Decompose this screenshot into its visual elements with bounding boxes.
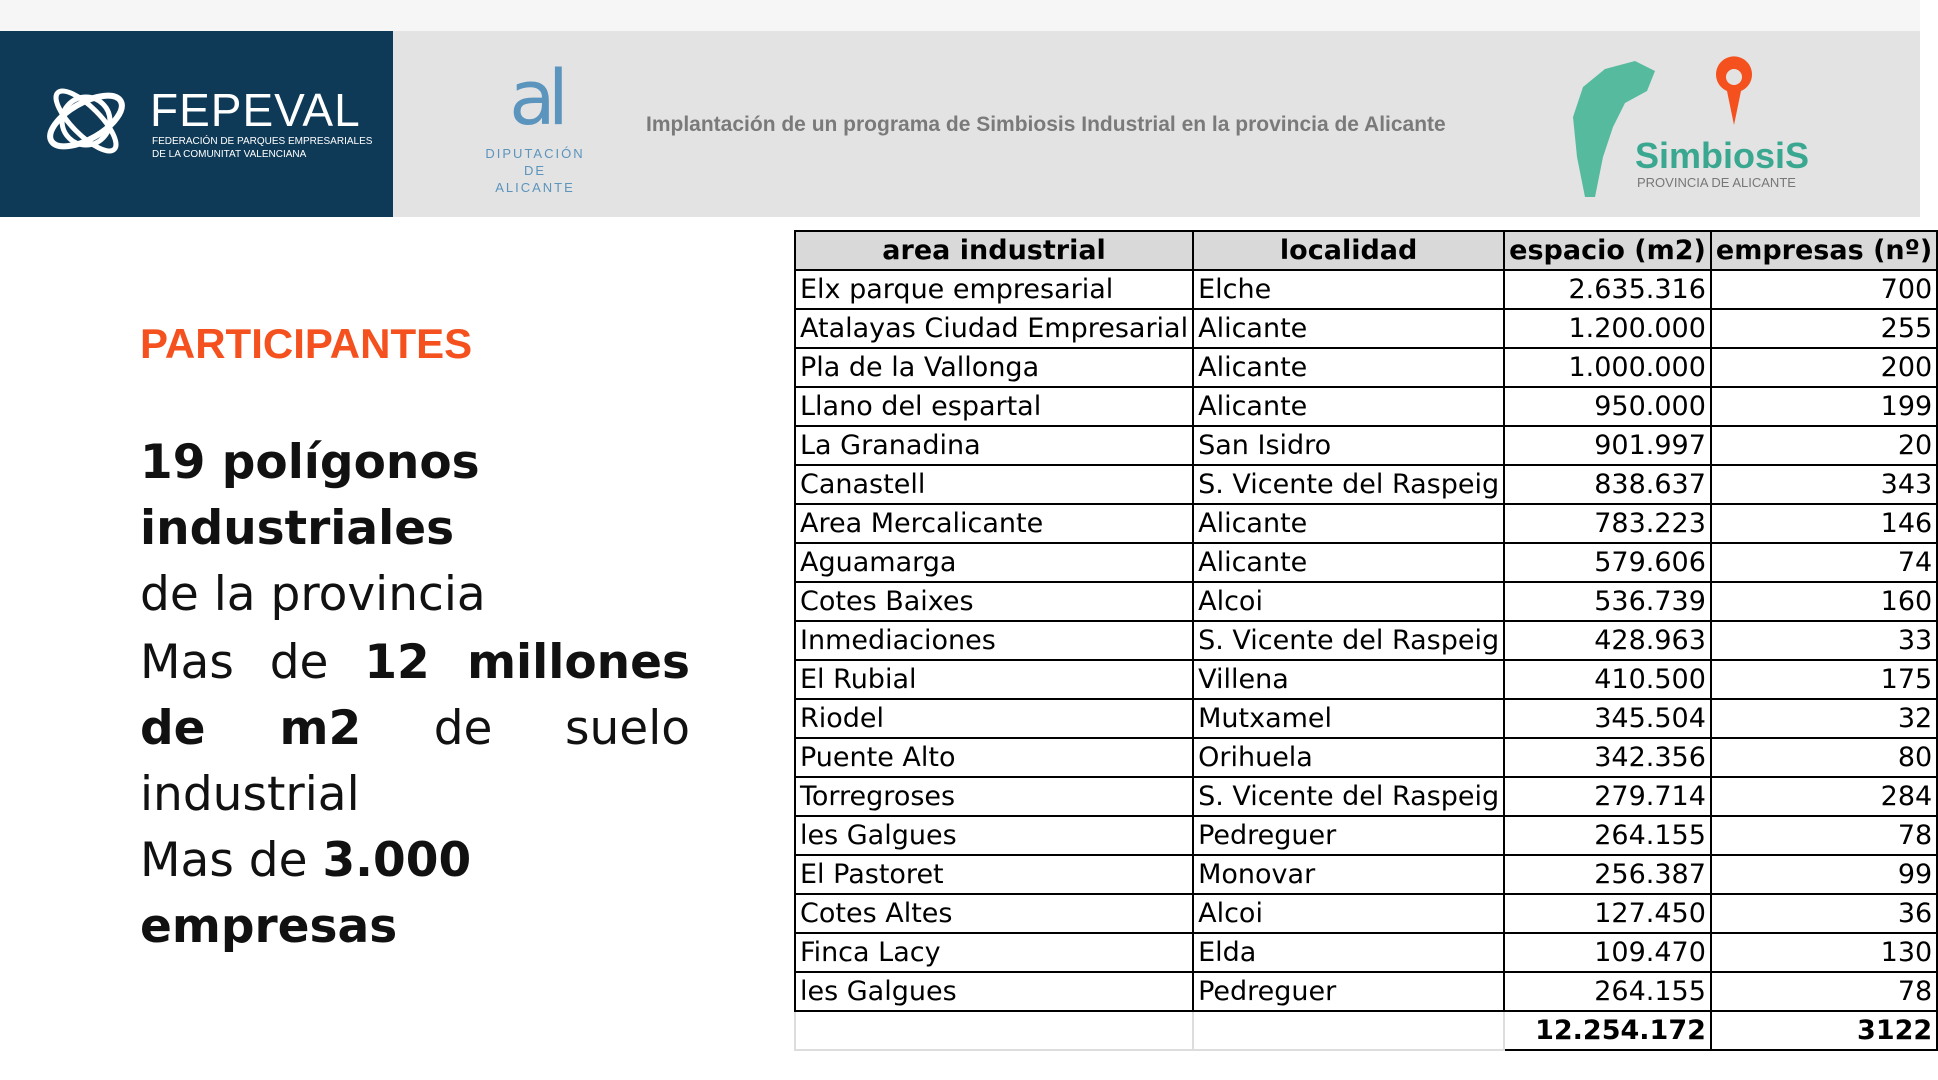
table-row xyxy=(795,387,1937,426)
cell-espacio: 901.997 xyxy=(1504,426,1711,465)
cell-espacio: 109.470 xyxy=(1504,933,1711,972)
cell-espacio: 1.000.000 xyxy=(1504,348,1711,387)
cell-area: Puente Alto xyxy=(795,738,1193,777)
cell-empresas: 284 xyxy=(1711,777,1937,816)
cell-empty xyxy=(1193,1011,1504,1050)
col-area: area industrial xyxy=(795,231,1193,270)
diputacion-logo xyxy=(485,53,585,196)
fepeval-subtitle-line: FEDERACIÓN DE PARQUES EMPRESARIALES xyxy=(152,136,373,147)
table-row xyxy=(795,582,1937,621)
diputacion-line: DE ALICANTE xyxy=(495,163,575,195)
table-row xyxy=(795,348,1937,387)
cell-espacio: 783.223 xyxy=(1504,504,1711,543)
cell-empresas: 36 xyxy=(1711,894,1937,933)
table-row xyxy=(795,504,1937,543)
participantes-heading: PARTICIPANTES xyxy=(140,320,473,367)
cell-espacio: 279.714 xyxy=(1504,777,1711,816)
cell-localidad: Elche xyxy=(1193,270,1504,309)
diputacion-mark: al xyxy=(509,53,561,142)
cell-area: les Galgues xyxy=(795,816,1193,855)
stat-empresas xyxy=(140,828,690,960)
total-row xyxy=(795,1011,1937,1050)
cell-area: Pla de la Vallonga xyxy=(795,348,1193,387)
cell-localidad: S. Vicente del Raspeig xyxy=(1193,621,1504,660)
fepeval-logo xyxy=(0,31,393,217)
table-row xyxy=(795,855,1937,894)
cell-area: les Galgues xyxy=(795,972,1193,1011)
banner-title: Implantación de un programa de Simbiosis Industrial en la provincia de Alicante xyxy=(646,113,1446,136)
cell-espacio: 950.000 xyxy=(1504,387,1711,426)
table-row xyxy=(795,777,1937,816)
table-row xyxy=(795,621,1937,660)
table-row xyxy=(795,699,1937,738)
table-row xyxy=(795,816,1937,855)
fepeval-subtitle-line: DE LA COMUNITAT VALENCIANA xyxy=(152,149,307,160)
cell-localidad: Pedreguer xyxy=(1193,972,1504,1011)
cell-empresas: 200 xyxy=(1711,348,1937,387)
cell-area: Area Mercalicante xyxy=(795,504,1193,543)
cell-area: Inmediaciones xyxy=(795,621,1193,660)
cell-empresas: 33 xyxy=(1711,621,1937,660)
cell-localidad: Alicante xyxy=(1193,543,1504,582)
cell-localidad: Alicante xyxy=(1193,387,1504,426)
cell-empresas: 80 xyxy=(1711,738,1937,777)
cell-espacio: 536.739 xyxy=(1504,582,1711,621)
cell-empresas: 32 xyxy=(1711,699,1937,738)
table-row xyxy=(795,933,1937,972)
cell-espacio: 428.963 xyxy=(1504,621,1711,660)
table-row xyxy=(795,660,1937,699)
stat-bold: 12 millones de m2 xyxy=(140,635,690,756)
table-row xyxy=(795,894,1937,933)
cell-localidad: Alicante xyxy=(1193,309,1504,348)
cell-localidad: Orihuela xyxy=(1193,738,1504,777)
cell-empresas: 78 xyxy=(1711,972,1937,1011)
cell-empresas: 175 xyxy=(1711,660,1937,699)
cell-espacio: 127.450 xyxy=(1504,894,1711,933)
table-row xyxy=(795,426,1937,465)
cell-area: Torregroses xyxy=(795,777,1193,816)
fepeval-name: FEPEVAL xyxy=(150,84,361,136)
cell-empresas: 255 xyxy=(1711,309,1937,348)
simbiosis-subtitle: PROVINCIA DE ALICANTE xyxy=(1637,175,1796,190)
industrial-areas-table xyxy=(794,230,1938,1051)
fepeval-subtitle xyxy=(152,135,382,161)
cell-area: Cotes Baixes xyxy=(795,582,1193,621)
stat-text: Mas de xyxy=(140,833,323,888)
cell-localidad: Alicante xyxy=(1193,348,1504,387)
cell-area: El Rubial xyxy=(795,660,1193,699)
cell-espacio: 2.635.316 xyxy=(1504,270,1711,309)
cell-empresas: 700 xyxy=(1711,270,1937,309)
cell-empresas: 99 xyxy=(1711,855,1937,894)
col-localidad: localidad xyxy=(1193,231,1504,270)
stat-text: de suelo industrial xyxy=(140,701,691,822)
table-row xyxy=(795,543,1937,582)
stat-text: Mas de xyxy=(140,635,365,690)
cell-localidad: Pedreguer xyxy=(1193,816,1504,855)
cell-localidad: Alcoi xyxy=(1193,894,1504,933)
top-strip xyxy=(0,0,1920,31)
cell-empresas: 74 xyxy=(1711,543,1937,582)
col-empresas: empresas (nº) xyxy=(1711,231,1937,270)
cell-area: El Pastoret xyxy=(795,855,1193,894)
cell-espacio: 264.155 xyxy=(1504,816,1711,855)
table-row xyxy=(795,972,1937,1011)
simbiosis-name: SimbiosiS xyxy=(1635,135,1810,176)
cell-espacio: 579.606 xyxy=(1504,543,1711,582)
table-row xyxy=(795,738,1937,777)
cell-localidad: Elda xyxy=(1193,933,1504,972)
cell-espacio: 838.637 xyxy=(1504,465,1711,504)
table-row xyxy=(795,309,1937,348)
stat-text: de la provincia xyxy=(140,567,486,622)
cell-localidad: S. Vicente del Raspeig xyxy=(1193,777,1504,816)
cell-area: Aguamarga xyxy=(795,543,1193,582)
cell-localidad: S. Vicente del Raspeig xyxy=(1193,465,1504,504)
cell-empresas: 199 xyxy=(1711,387,1937,426)
fepeval-orbit-icon xyxy=(38,81,134,161)
table-row xyxy=(795,270,1937,309)
diputacion-line: DIPUTACIÓN xyxy=(485,146,585,161)
cell-espacio: 410.500 xyxy=(1504,660,1711,699)
cell-empresas: 130 xyxy=(1711,933,1937,972)
cell-empty xyxy=(795,1011,1193,1050)
cell-localidad: Villena xyxy=(1193,660,1504,699)
cell-area: Elx parque empresarial xyxy=(795,270,1193,309)
stat-bold: 19 polígonos industriales xyxy=(140,435,480,556)
header-banner xyxy=(0,31,1920,217)
stat-poligonos xyxy=(140,430,690,628)
cell-localidad: Mutxamel xyxy=(1193,699,1504,738)
cell-empresas: 20 xyxy=(1711,426,1937,465)
cell-localidad: San Isidro xyxy=(1193,426,1504,465)
total-empresas: 3122 xyxy=(1711,1011,1937,1050)
stat-suelo xyxy=(140,630,690,828)
cell-empresas: 146 xyxy=(1711,504,1937,543)
cell-area: Riodel xyxy=(795,699,1193,738)
cell-espacio: 1.200.000 xyxy=(1504,309,1711,348)
cell-empresas: 343 xyxy=(1711,465,1937,504)
cell-empresas: 78 xyxy=(1711,816,1937,855)
cell-espacio: 256.387 xyxy=(1504,855,1711,894)
stat-bold: 3.000 empresas xyxy=(140,833,472,954)
cell-area: Cotes Altes xyxy=(795,894,1193,933)
cell-area: Llano del espartal xyxy=(795,387,1193,426)
cell-localidad: Alcoi xyxy=(1193,582,1504,621)
cell-localidad: Monovar xyxy=(1193,855,1504,894)
cell-espacio: 342.356 xyxy=(1504,738,1711,777)
cell-area: Canastell xyxy=(795,465,1193,504)
simbiosis-logo xyxy=(1555,47,1815,207)
cell-empresas: 160 xyxy=(1711,582,1937,621)
cell-area: La Granadina xyxy=(795,426,1193,465)
table-header-row xyxy=(795,231,1937,270)
cell-area: Atalayas Ciudad Empresarial xyxy=(795,309,1193,348)
col-espacio: espacio (m2) xyxy=(1504,231,1711,270)
cell-espacio: 264.155 xyxy=(1504,972,1711,1011)
table-row xyxy=(795,465,1937,504)
total-espacio: 12.254.172 xyxy=(1504,1011,1711,1050)
cell-localidad: Alicante xyxy=(1193,504,1504,543)
cell-area: Finca Lacy xyxy=(795,933,1193,972)
cell-espacio: 345.504 xyxy=(1504,699,1711,738)
